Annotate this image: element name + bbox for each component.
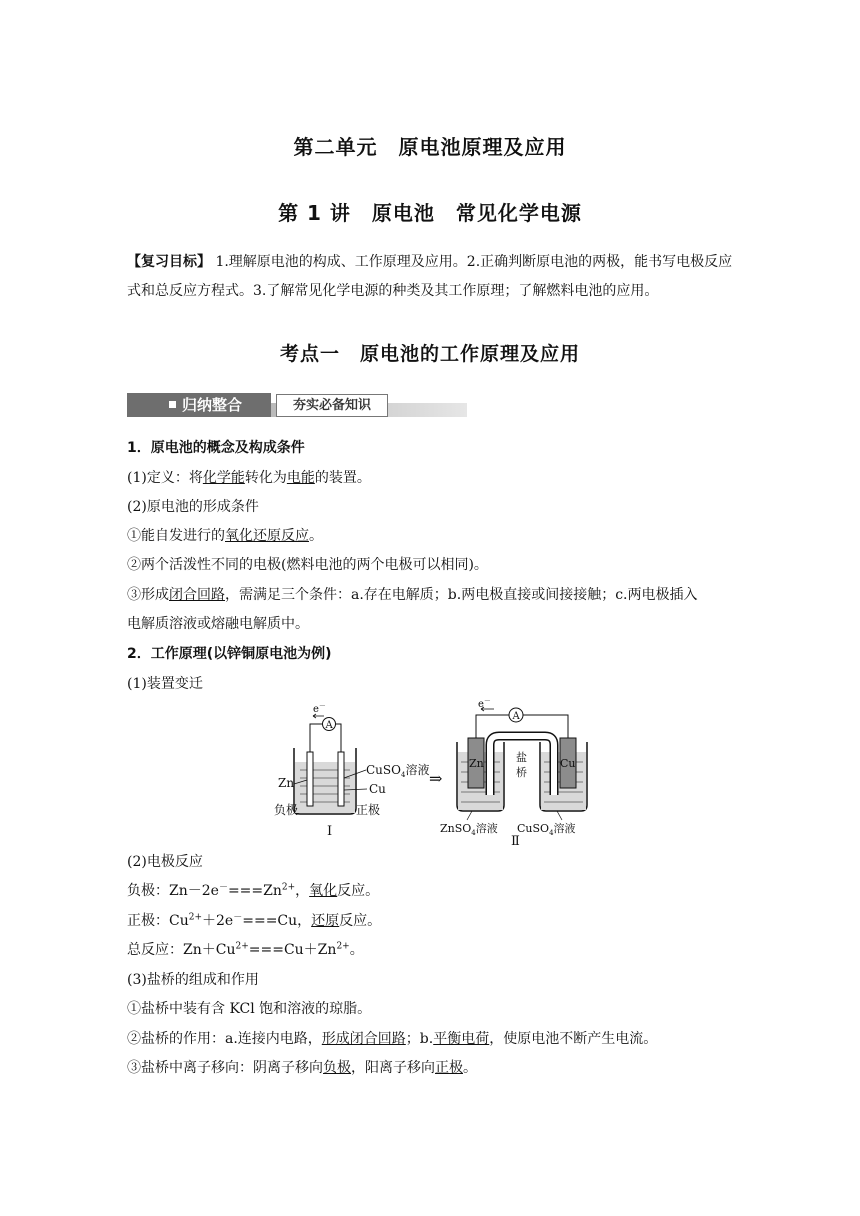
cuso4-label-2: CuSO$_4$溶液	[517, 822, 576, 837]
square-icon	[169, 401, 176, 408]
salt-bridge-item-3: ③盐桥中离子移向：阴离子移向负极，阳离子移向正极。	[127, 1060, 477, 1076]
electron-label-2: e－	[478, 700, 491, 710]
definition-line: (1)定义：将化学能转化为电能的装置。	[127, 470, 371, 486]
kaodian-title: 考点一 原电池的工作原理及应用	[279, 343, 580, 365]
transform-arrow: ⇒	[429, 769, 443, 788]
cell-two	[440, 700, 587, 845]
banner-left	[127, 393, 271, 417]
total-reaction: 总反应：$Zn+Cu^{2+}===Cu+Zn^{2+}$。	[127, 941, 364, 958]
ammeter-label-2: A	[512, 711, 520, 722]
cell-one	[274, 702, 429, 839]
condition-1: ①能自发进行的氧化还原反应。	[127, 528, 323, 544]
banner-right-label: 夯实必备知识	[276, 394, 388, 417]
section-banner	[127, 393, 467, 419]
review-tag: 【复习目标】	[127, 254, 211, 270]
cuso4-label-1: CuSO$_4$溶液	[366, 763, 430, 779]
condition-3-cont: 电解质溶液或熔融电解质中。	[127, 616, 309, 632]
section2-heading: 2．工作原理(以锌铜原电池为例)	[127, 646, 332, 662]
positive-reaction: 正极：$Cu^{2+}+2e^-===Cu$，还原反应。	[127, 912, 382, 929]
negative-label-1: 负极	[274, 803, 299, 817]
cell-one-label: Ⅰ	[327, 824, 333, 839]
zn-label-1: Zn	[278, 776, 295, 790]
znso4-label: ZnSO$_4$溶液	[440, 822, 498, 837]
condition-3: ③形成闭合回路，需满足三个条件：a.存在电解质；b.两电极直接或间接接触；c.两电极插入	[127, 587, 698, 603]
section1-heading: 1．原电池的概念及构成条件	[127, 440, 305, 456]
lecture-title: 第 1 讲 原电池 常见化学电源	[278, 201, 582, 225]
review-text: 1.理解原电池的构成、工作原理及应用。2.正确判断原电池的两极，能书写电极反应式和总反应方程式。3.了解常见化学电源的种类及其工作原理；了解燃料电池的应用。	[127, 254, 733, 299]
ammeter-label-1: A	[325, 720, 333, 731]
electron-label-1: e－	[313, 702, 326, 715]
cu-label-2: Cu	[560, 757, 576, 770]
salt-bridge-label-1: 盐	[516, 751, 527, 764]
cu-label-1: Cu	[369, 782, 386, 796]
device-heading: (1)装置变迁	[127, 676, 203, 692]
salt-bridge-item-2: ②盐桥的作用：a.连接内电路，形成闭合回路；b.平衡电荷，使原电池不断产生电流。	[127, 1031, 658, 1047]
zn-label-2: Zn	[469, 757, 484, 770]
galvanic-cell-diagram	[272, 700, 592, 845]
review-goals	[127, 248, 739, 306]
positive-label-1: 正极	[356, 803, 381, 817]
unit-title: 第二单元 原电池原理及应用	[293, 135, 567, 159]
negative-reaction: 负极：$Zn-2e^-===Zn^{2+}$，氧化反应。	[127, 882, 380, 899]
cell-two-label: Ⅱ	[511, 834, 520, 845]
salt-bridge-item-1: ①盐桥中装有含 KCl 饱和溶液的琼脂。	[127, 1001, 372, 1017]
salt-bridge-label-2: 桥	[516, 766, 527, 779]
banner-left-label: 归纳整合	[182, 396, 243, 414]
condition-2: ②两个活泼性不同的电极(燃料电池的两个电极可以相同)。	[127, 557, 488, 573]
salt-bridge-heading: (3)盐桥的组成和作用	[127, 972, 259, 988]
electrode-heading: (2)电极反应	[127, 854, 203, 870]
conditions-heading: (2)原电池的形成条件	[127, 499, 259, 515]
